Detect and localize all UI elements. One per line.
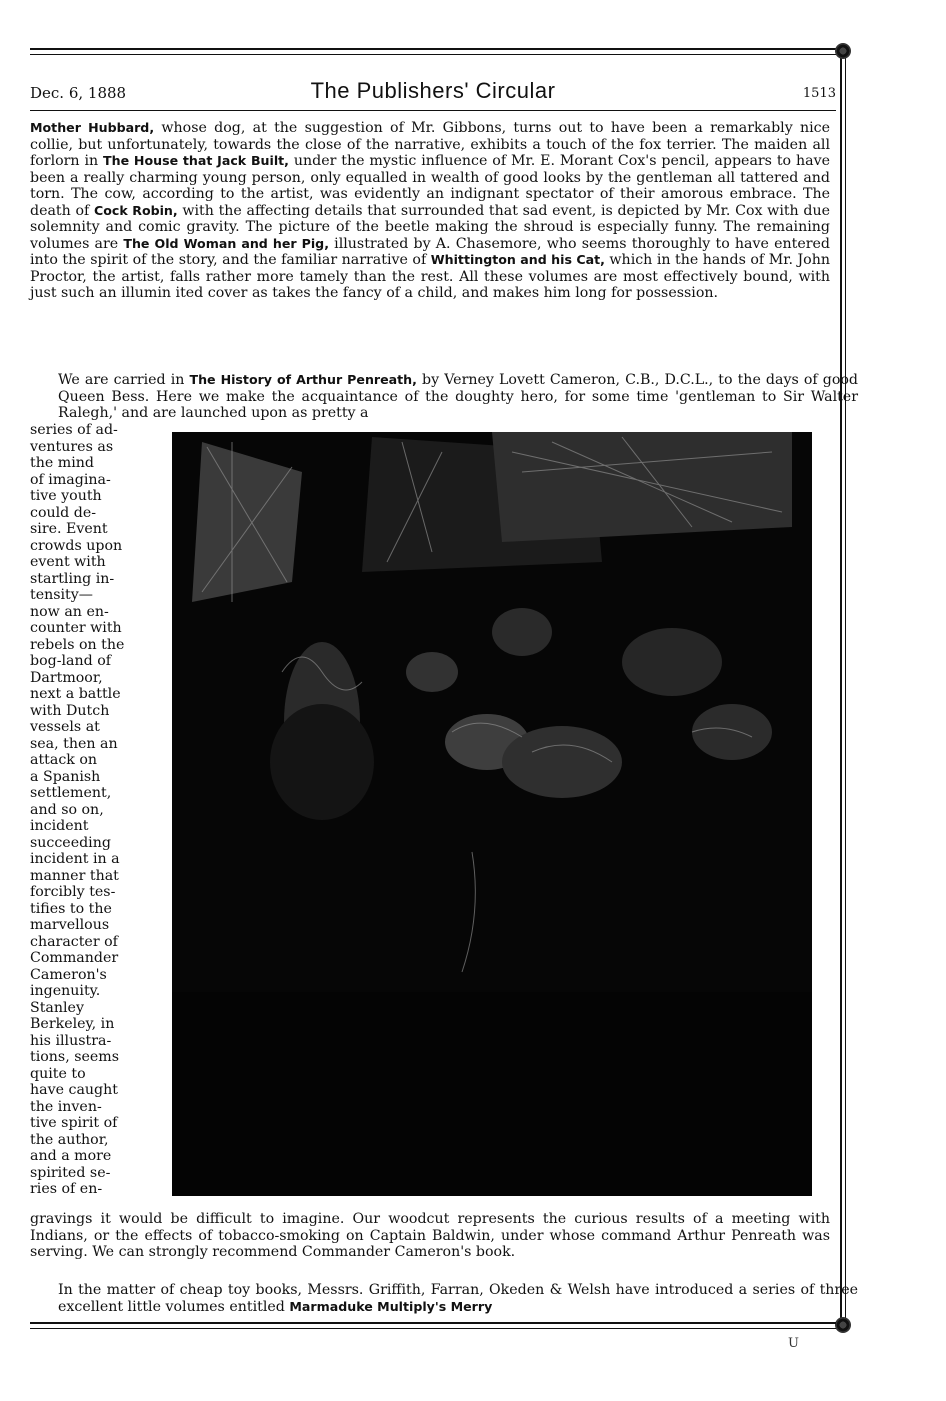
review-paragraph-3 xyxy=(30,1282,858,1315)
column-line: incident xyxy=(30,818,89,834)
column-line: tifies to the xyxy=(30,900,112,917)
column-line: ries of en- xyxy=(30,1181,103,1197)
book-title: Whittington and his Cat, xyxy=(430,252,605,267)
right-border-rule xyxy=(840,48,842,1330)
column-line: tive spirit of xyxy=(30,1115,118,1131)
column-line: of imagina- xyxy=(30,471,111,488)
column-line: Stanley xyxy=(30,999,84,1016)
column-line: crowds upon xyxy=(30,537,123,554)
page-number: 1513 xyxy=(802,86,836,101)
column-line: Cameron's xyxy=(30,966,107,983)
column-line: now an en- xyxy=(30,603,109,620)
review-paragraph-1 xyxy=(30,120,830,302)
book-title: The House that Jack Built, xyxy=(103,153,289,168)
book-title: Cock Robin, xyxy=(93,202,178,218)
column-line: forcibly tes- xyxy=(30,884,116,900)
column-line: could de- xyxy=(30,504,97,521)
column-line: marvellous xyxy=(30,917,110,933)
column-line: his illustra- xyxy=(30,1032,112,1049)
column-line: ventures as xyxy=(30,438,114,455)
column-line: sire. Event xyxy=(30,521,108,537)
column-line: quite to xyxy=(30,1065,86,1082)
column-line: series of ad- xyxy=(30,422,118,438)
top-double-rule-inner xyxy=(30,54,836,55)
bottom-double-rule xyxy=(30,1322,836,1324)
column-line: ingenuity. xyxy=(30,983,101,999)
column-line: attack on xyxy=(30,752,98,768)
book-title: Mother Hubbard, xyxy=(30,120,155,135)
column-line: Commander xyxy=(30,950,119,966)
bottom-double-rule-inner xyxy=(30,1328,836,1329)
book-title: Marmaduke Multiply's Merry xyxy=(289,1298,493,1314)
column-line: have caught xyxy=(30,1082,118,1098)
paragraph-text: under the mystic influence of Mr. E. Morant Cox's pencil, appears to have been a really charming young person, only equalled in wealth of good looks by the gentleman all tattered and torn. The cow, according to the artist, was evidently an indignant spectator of their amorous embrace. The death of xyxy=(30,153,830,219)
corner-ornament-icon xyxy=(835,43,851,59)
column-line: and a more xyxy=(30,1148,112,1164)
column-line: Dartmoor, xyxy=(30,669,103,686)
column-line: tensity— xyxy=(30,587,93,603)
column-line: rebels on the xyxy=(30,636,125,653)
column-line: bog-land of xyxy=(30,653,112,669)
column-line: tive youth xyxy=(30,488,102,504)
top-double-rule xyxy=(30,48,836,50)
column-line: next a battle xyxy=(30,686,121,702)
column-line: startling in- xyxy=(30,570,115,587)
woodcut-engraving-icon xyxy=(172,432,812,1196)
column-line: succeeding xyxy=(30,834,111,851)
column-line: the mind xyxy=(30,455,94,471)
paragraph-text: with the affecting details that surrounded that sad event, is depicted by Mr. Cox with due solemnity and comic gravity. The picture of the beetle making the shroud is especially funny. The remaining volumes are xyxy=(30,202,830,252)
wrapped-text-column xyxy=(30,422,158,1198)
review-paragraph-2 xyxy=(30,372,858,422)
paragraph-text: illustrated by A. Chasemore, who seems thoroughly to have entered into the spirit of the story, and the familiar narrative of xyxy=(30,235,830,268)
column-line: tions, seems xyxy=(30,1049,120,1065)
column-line: counter with xyxy=(30,620,122,636)
footer-mark: U xyxy=(788,1336,799,1351)
column-line: event with xyxy=(30,554,106,570)
woodcut-illustration xyxy=(172,432,812,1196)
column-line: spirited se- xyxy=(30,1164,111,1181)
column-line: and so on, xyxy=(30,801,104,818)
corner-ornament-icon xyxy=(835,1317,851,1333)
header-rule xyxy=(30,110,836,111)
paragraph-text: which in the hands of Mr. John Proctor, the artist, falls rather more tamely than the rest. All these volumes are most effectively bound, with just such an illumin ited cover as takes the fancy of a child, and makes him long for possession. xyxy=(30,252,830,301)
column-line: a Spanish xyxy=(30,768,101,785)
paragraph-text: by Verney Lovett Cameron, C.B., D.C.L., to the days of good Queen Bess. Here we make the acquaintance of the doughty hero, for some time 'gentleman to Sir Walter Ralegh,' and are launched upon as pretty a xyxy=(58,372,858,421)
book-title: The History of Arthur Penreath, xyxy=(189,372,417,387)
column-line: settlement, xyxy=(30,785,112,801)
column-line: with Dutch xyxy=(30,702,110,719)
paragraph-text: In the matter of cheap toy books, Messrs. Griffith, Farran, Okeden & Welsh have introduced a series of three excellent little volumes entitled xyxy=(58,1282,858,1315)
column-line: the author, xyxy=(30,1131,109,1148)
column-line: Berkeley, in xyxy=(30,1016,115,1032)
column-line: the inven- xyxy=(30,1098,102,1115)
book-title: The Old Woman and her Pig, xyxy=(123,235,329,251)
publication-title: The Publishers' Circular xyxy=(310,78,556,103)
review-paragraph-2-continued: gravings it would be difficult to imagine. Our woodcut represents the curious results of a meeting with Indians, or the effects of tobacco-smoking on Captain Baldwin, under whose command Arthur Penreath was serving. We can strongly recommend Commander Cameron's book. xyxy=(30,1211,830,1260)
running-head xyxy=(30,78,836,106)
column-line: incident in a xyxy=(30,851,120,867)
issue-date: Dec. 6, 1888 xyxy=(30,84,127,102)
column-line: vessels at xyxy=(30,719,100,735)
column-line: manner that xyxy=(30,867,119,884)
paragraph-text: whose dog, at the suggestion of Mr. Gibbons, turns out to have been a remarkably nice collie, but unfortunately, towards the close of the narrative, exhibits a touch of the fox terrier. The maiden all forlorn in xyxy=(30,120,831,169)
column-line: character of xyxy=(30,933,118,950)
paragraph-text: We are carried in xyxy=(58,372,190,388)
right-border-rule-inner xyxy=(845,48,846,1330)
column-line: sea, then an xyxy=(30,735,118,752)
